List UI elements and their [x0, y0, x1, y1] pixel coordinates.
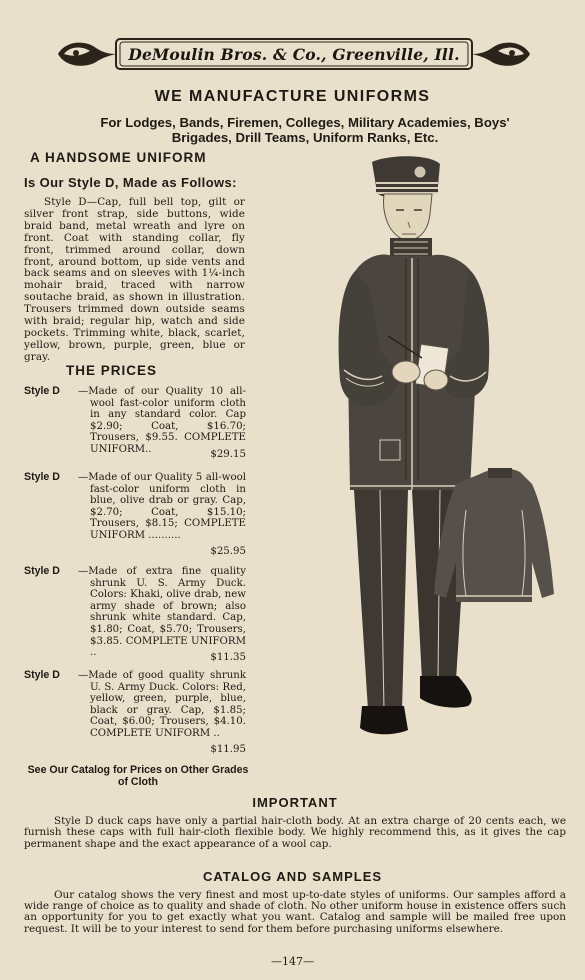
- price-item-label: Style D: [24, 385, 60, 397]
- section-subheading-style-d: Is Our Style D, Made as Follows:: [24, 175, 237, 190]
- page-number: —147—: [271, 955, 314, 968]
- page-subtitle: For Lodges, Bands, Firemen, Colleges, Military Academies, Boys' Brigades, Drill Teams, Uniform Ranks, Etc.: [100, 115, 510, 145]
- price-item: [24, 670, 246, 758]
- price-item-text: —Made of our Quality 5 all-wool fast-color uniform cloth in blue, olive drab or gray. Cap, $2.70; Coat, $15.10; Trousers, $8.15; COMPLETE UNIFORM ..........: [78, 472, 246, 541]
- catalog-text: Our catalog shows the very finest and most up-to-date styles of uniforms. Our samples afford a wide range of choice as to quality and shade of cloth. No other uniform house in existence offers such an opportunity for you to get exactly what you want. Catalog and sample will be mailed free upon request. It will be to your interest to send for them before purchasing uniforms elsewhere.: [24, 889, 566, 935]
- price-item-text: —Made of good quality shrunk U. S. Army Duck. Colors: Red, yellow, green, purple, blue, black or gray. Cap, $1.85; Coat, $6.00; Trousers, $4.10. COMPLETE UNIFORM ..: [78, 670, 246, 739]
- banner-title: DeMoulin Bros. & Co., Greenville, Ill.: [128, 44, 460, 64]
- price-item-total: $29.15: [210, 449, 246, 460]
- price-item: [24, 386, 246, 462]
- section-heading-handsome: A HANDSOME UNIFORM: [30, 150, 207, 165]
- price-item: [24, 472, 246, 560]
- price-item-total: $11.95: [210, 744, 246, 755]
- important-heading: IMPORTANT: [252, 795, 338, 810]
- see-catalog-note: See Our Catalog for Prices on Other Grades of Cloth: [27, 764, 249, 788]
- price-item-text: —Made of our Quality 10 all-wool fast-color uniform cloth in any standard color. Cap $2.90; Coat, $16.70; Trousers, $9.55. COMPLETE UNIFORM..: [78, 386, 246, 455]
- price-item-total: $25.95: [210, 546, 246, 557]
- price-item: [24, 566, 246, 666]
- uniform-illustration: [270, 150, 560, 740]
- prices-heading: THE PRICES: [66, 363, 158, 378]
- price-item-label: Style D: [24, 669, 60, 681]
- header-banner: [56, 36, 532, 72]
- price-item-total: $11.35: [210, 652, 246, 663]
- page-title: WE MANUFACTURE UNIFORMS: [154, 88, 431, 105]
- price-item-label: Style D: [24, 471, 60, 483]
- important-text: Style D duck caps have only a partial hair-cloth body. At an extra charge of 20 cents each, we furnish these caps with full hair-cloth flexible body. We highly recommend this, as it gives the cap permanent shape and the exact appearance of a wool cap.: [24, 815, 566, 850]
- style-d-description: Style D—Cap, full bell top, gilt or silver front strap, side buttons, wide braid band, metal wreath and lyre on front. Coat with standing collar, fly front, trimmed around collar, down front, around bottom, up side vents and back seams and on sleeves with 1¼-inch mohair braid, traced with narrow soutache braid, as shown in illustration. Trousers trimmed down outside seams with braid; regular hip, watch and side pockets. Trimming white, black, scarlet, yellow, brown, purple, green, blue or gray.: [24, 196, 245, 363]
- price-item-label: Style D: [24, 565, 60, 577]
- price-item-text: —Made of extra fine quality shrunk U. S. Army Duck. Colors: Khaki, olive drab, new army shade of brown; also shrunk white standard. Cap, $1.80; Coat, $5.70; Trousers, $3.85. COMPLETE UNIFORM ..: [78, 566, 246, 659]
- catalog-heading: CATALOG AND SAMPLES: [202, 869, 383, 884]
